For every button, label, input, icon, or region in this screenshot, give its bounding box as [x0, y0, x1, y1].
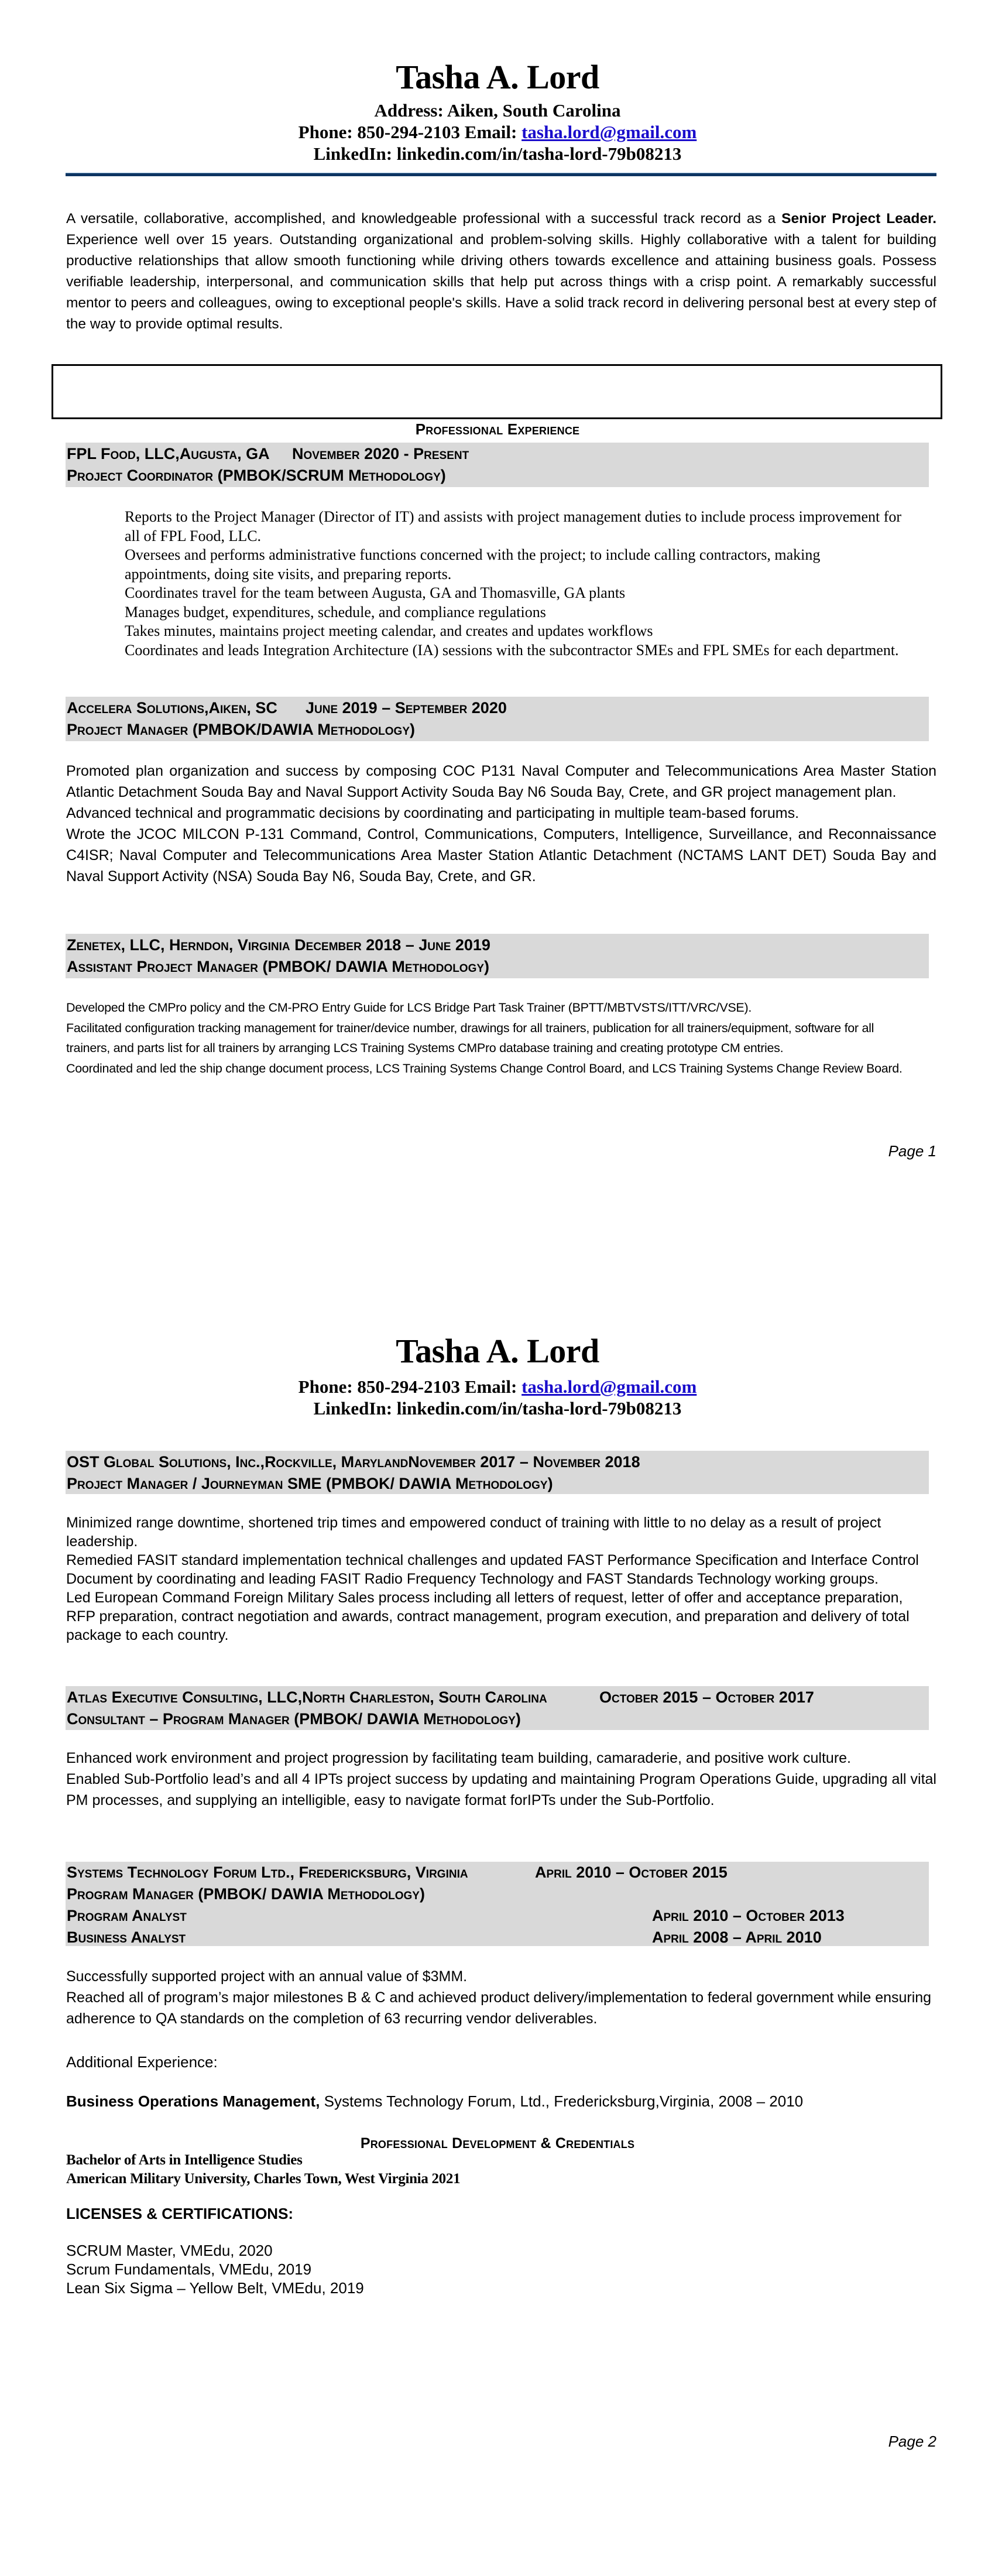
section-title-experience: Professional Experience	[415, 420, 580, 438]
sub-role-dates: April 2010 – October 2013	[652, 1907, 845, 1924]
list-item: Scrum Fundamentals, VMEdu, 2019	[66, 2260, 312, 2278]
list-item: Enhanced work environment and project progression by facilitating team building, camaraderie, and positive work culture.	[66, 1750, 851, 1766]
list-item: Lean Six Sigma – Yellow Belt, VMEdu, 2019	[66, 2279, 364, 2297]
job-duties-zenetex	[66, 998, 936, 1078]
job-header-accelera	[66, 697, 929, 741]
professional-summary: A versatile, collaborative, accomplished, and knowledgeable professional with a successful track record as a Senior Project Leader. Experience well over 15 years. Outstanding organizational and problem-solving skills. Highly collaborative with a talent for building productive relationships that allow smooth functioning while driving others towards excellence and attaining business goals. Possess verifiable leadership, interpersonal, and communication skills that help put across things with a crisp point. A remarkably successful mentor to peers and colleagues, owing to exceptional people's skills. Have a solid track record in delivering personal best at every step of the way to provide optimal results.	[66, 211, 936, 332]
job-company: Atlas Executive Consulting, LLC,North Charleston, South Carolina	[67, 1688, 547, 1706]
list-item: Enabled Sub-Portfolio lead’s and all 4 IPTs project success by updating and maintaining Program Operations Guide, upgrading all vital PM processes, and supplying an intelligible, easy to navigate format forIPTs under the Sub-Portfolio.	[66, 1771, 936, 1808]
job-duties-atlas	[66, 1748, 936, 1811]
job-title: Project Manager / Journeyman SME (PMBOK/ DAWIA Methodology)	[67, 1475, 553, 1492]
job-company: Systems Technology Forum Ltd., Fredericksburg, Virginia	[67, 1864, 468, 1881]
job-header-ost-global	[66, 1451, 929, 1494]
certifications-list	[66, 2241, 364, 2297]
email-link[interactable]: tasha.lord@gmail.com	[521, 1376, 697, 1397]
list-item: Coordinates travel for the team between Augusta, GA and Thomasville, GA plants	[125, 584, 626, 601]
sub-role	[67, 1927, 929, 1948]
job-header-atlas	[66, 1686, 929, 1730]
job-title: Consultant – Program Manager (PMBOK/ DAWIA Methodology)	[67, 1710, 521, 1728]
page-number: Page 1	[888, 1142, 936, 1160]
job-title: Assistant Project Manager (PMBOK/ DAWIA Methodology)	[67, 958, 490, 975]
job-title: Project Coordinator (PMBOK/SCRUM Methodology)	[67, 467, 446, 484]
phone-label: Phone: 850-294-2103 Email:	[298, 122, 522, 142]
job-company: Zenetex, LLC, Herndon, Virginia	[67, 936, 290, 954]
sub-role-title: Program Analyst	[67, 1907, 187, 1924]
job-header-systems-technology-forum	[66, 1862, 929, 1946]
sub-role	[67, 1905, 929, 1927]
summary-highlight: Senior Project Leader.	[781, 211, 936, 227]
job-duties-fpl-food	[125, 508, 909, 660]
job-dates: October 2015 – October 2017	[599, 1688, 814, 1706]
job-duties-systems-technology-forum	[66, 1966, 936, 2029]
job-title: Program Manager (PMBOK/ DAWIA Methodology)	[67, 1885, 425, 1903]
list-item: Advanced technical and programmatic decisions by coordinating and participating in multiple team-based forums.	[66, 805, 800, 821]
list-item: Manages budget, expenditures, schedule, and compliance regulations	[125, 603, 546, 621]
list-item: Oversees and performs administrative functions concerned with the project; to include calling contractors, making appointments, doing site visits, and preparing reports.	[125, 546, 821, 583]
section-title-development: Professional Development & Credentials	[360, 2135, 635, 2152]
job-dates: April 2010 – October 2015	[535, 1864, 728, 1881]
empty-bordered-box	[52, 364, 942, 419]
degree: Bachelor of Arts in Intelligence Studies	[66, 2152, 303, 2168]
list-item: Developed the CMPro policy and the CM-PRO Entry Guide for LCS Bridge Part Task Trainer (BPTT/MBTVSTS/ITT/VRC/VSE).	[66, 1001, 752, 1015]
list-item: Successfully supported project with an annual value of $3MM.	[66, 1968, 468, 1985]
job-title: Project Manager (PMBOK/DAWIA Methodology)	[67, 721, 415, 738]
job-duties-ost-global	[66, 1513, 932, 1645]
list-item: Wrote the JCOC MILCON P-131 Command, Control, Communications, Computers, Intelligence, Surveillance, and Reconnaissance C4ISR; Naval Computer and Telecommunications Area Master Station Atlantic Detachment (NCTAMS LANT DET) Souda Bay and Naval Support Activity (NSA) Souda Bay N6, Souda Bay, Crete, and GR.	[66, 826, 936, 885]
sub-role-dates: April 2008 – April 2010	[652, 1928, 822, 1946]
candidate-name: Tasha A. Lord	[396, 1332, 599, 1370]
contact-line	[0, 121, 995, 143]
list-item: Reached all of program’s major milestones B & C and achieved product delivery/implementation to federal government while ensuring adherence to QA standards on the completion of 63 recurring vendor deliverables.	[66, 1989, 932, 2027]
certifications-title: LICENSES & CERTIFICATIONS:	[66, 2205, 294, 2222]
job-header-fpl-food	[66, 443, 929, 487]
list-item: Facilitated configuration tracking management for trainer/device number, drawings for all trainers, publication for all trainers/equipment, software for all trainers, and parts list for all trainers by arranging LCS Training Systems CMPro database training and creating prototype CM entries.	[66, 1020, 874, 1055]
email-link[interactable]: tasha.lord@gmail.com	[521, 122, 697, 142]
list-item: Led European Command Foreign Military Sales process including all letters of request, letter of offer and acceptance preparation, RFP preparation, contract negotiation and awards, contract management, program execution, and preparation and delivery of total package to each country.	[66, 1590, 910, 1643]
header-rule	[66, 173, 936, 176]
job-duties-accelera	[66, 761, 936, 887]
page-number: Page 2	[888, 2433, 936, 2450]
job-header-zenetex	[66, 934, 929, 978]
candidate-name: Tasha A. Lord	[396, 58, 599, 96]
job-company: Accelera Solutions,Aiken, SC	[67, 699, 277, 717]
education-block	[66, 2151, 460, 2188]
job-dates: December 2018 – June 2019	[294, 936, 490, 954]
list-item: Takes minutes, maintains project meeting calendar, and creates and updates workflows	[125, 622, 653, 639]
linkedin-line: LinkedIn: linkedin.com/in/tasha-lord-79b08213	[313, 143, 682, 164]
list-item: Minimized range downtime, shortened trip times and empowered conduct of training with little to no delay as a result of project leadership.	[66, 1515, 881, 1550]
list-item: Remedied FASIT standard implementation technical challenges and updated FAST Performance Specification and Interface Control Document by coordinating and leading FASIT Radio Frequency Technology and FAST Standards Technology working groups.	[66, 1552, 919, 1587]
contact-line	[0, 1376, 995, 1398]
school: American Military University, Charles Town, West Virginia 2021	[66, 2171, 461, 2187]
list-item: Reports to the Project Manager (Director of IT) and assists with project management duties to include process improvement for all of FPL Food, LLC.	[125, 508, 902, 544]
job-dates: June 2019 – September 2020	[306, 699, 507, 717]
job-dates: November 2020 - Present	[292, 445, 469, 463]
list-item: Coordinates and leads Integration Architecture (IA) sessions with the subcontractor SMEs and FPL SMEs for each department.	[125, 641, 899, 659]
address-line: Address: Aiken, South Carolina	[374, 100, 621, 121]
additional-experience-label: Additional Experience:	[66, 2053, 218, 2071]
additional-experience-item: Business Operations Management, Systems Technology Forum, Ltd., Fredericksburg,Virginia, 2008 – 2010	[66, 2092, 804, 2110]
job-company: FPL Food, LLC,Augusta, GA	[67, 445, 270, 463]
phone-label: Phone: 850-294-2103 Email:	[298, 1376, 522, 1397]
linkedin-line: LinkedIn: linkedin.com/in/tasha-lord-79b08213	[313, 1398, 682, 1419]
list-item: Coordinated and led the ship change document process, LCS Training Systems Change Control Board, and LCS Training Systems Change Review Board.	[66, 1061, 903, 1075]
list-item: SCRUM Master, VMEdu, 2020	[66, 2242, 273, 2259]
resume-page-2	[0, 1288, 995, 2576]
job-dates: November 2017 – November 2018	[408, 1453, 640, 1471]
list-item: Promoted plan organization and success by composing COC P131 Naval Computer and Telecommunications Area Master Station Atlantic Detachment Souda Bay and Naval Support Activity Souda Bay N6 Souda Bay, Crete, and GR project management plan.	[66, 763, 936, 800]
job-company: OST Global Solutions, Inc.,Rockville, Maryland	[67, 1453, 409, 1471]
sub-role-title: Business Analyst	[67, 1928, 186, 1946]
